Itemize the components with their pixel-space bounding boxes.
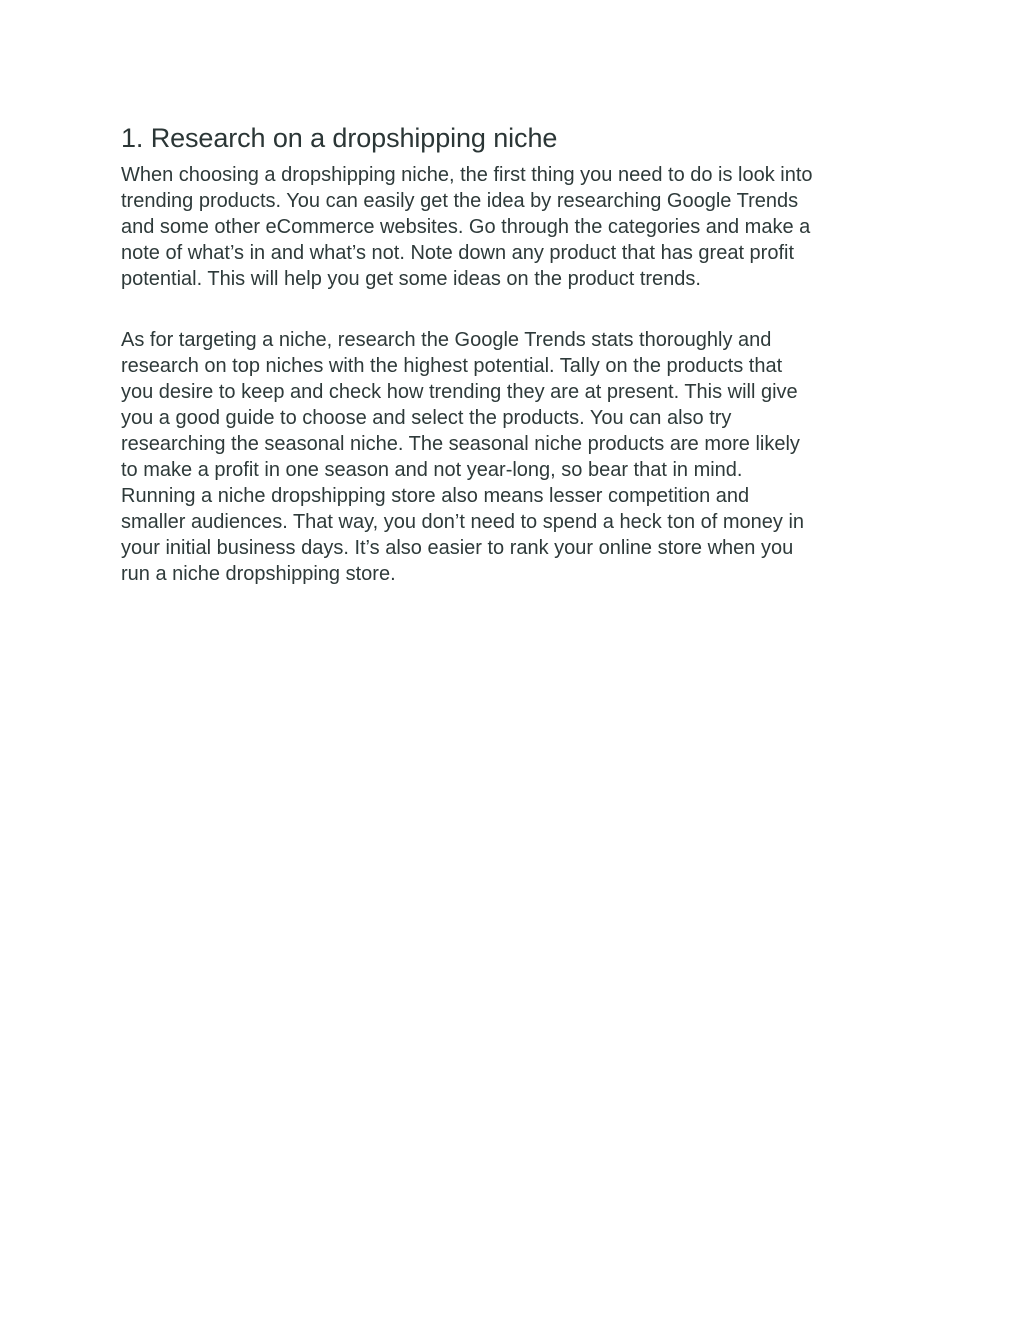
paragraph-intro: When choosing a dropshipping niche, the first thing you need to do is look into trending products. You can easily get the idea by researching Google Trends and some other eCommerce websites. Go through the categories and make a note of what’s in and what’s not. Note down any product that has great profit potential. This will help you get some ideas on the product trends. [121, 164, 813, 290]
document-content [121, 121, 921, 587]
section-heading: 1. Research on a dropshipping niche [121, 123, 558, 153]
paragraph-targeting-niche: As for targeting a niche, research the Google Trends stats thoroughly and research on top niches with the highest potential. Tally on the products that you desire to keep and check how trending they are at present. This will give you a good guide to choose and select the products. You can also try researching the seasonal niche. The seasonal niche products are more likely to make a profit in one season and not year-long, so bear that in mind. Running a niche dropshipping store also means lesser competition and smaller audiences. That way, you don’t need to spend a heck ton of money in your initial business days. It’s also easier to rank your online store when you run a niche dropshipping store. [121, 329, 805, 585]
